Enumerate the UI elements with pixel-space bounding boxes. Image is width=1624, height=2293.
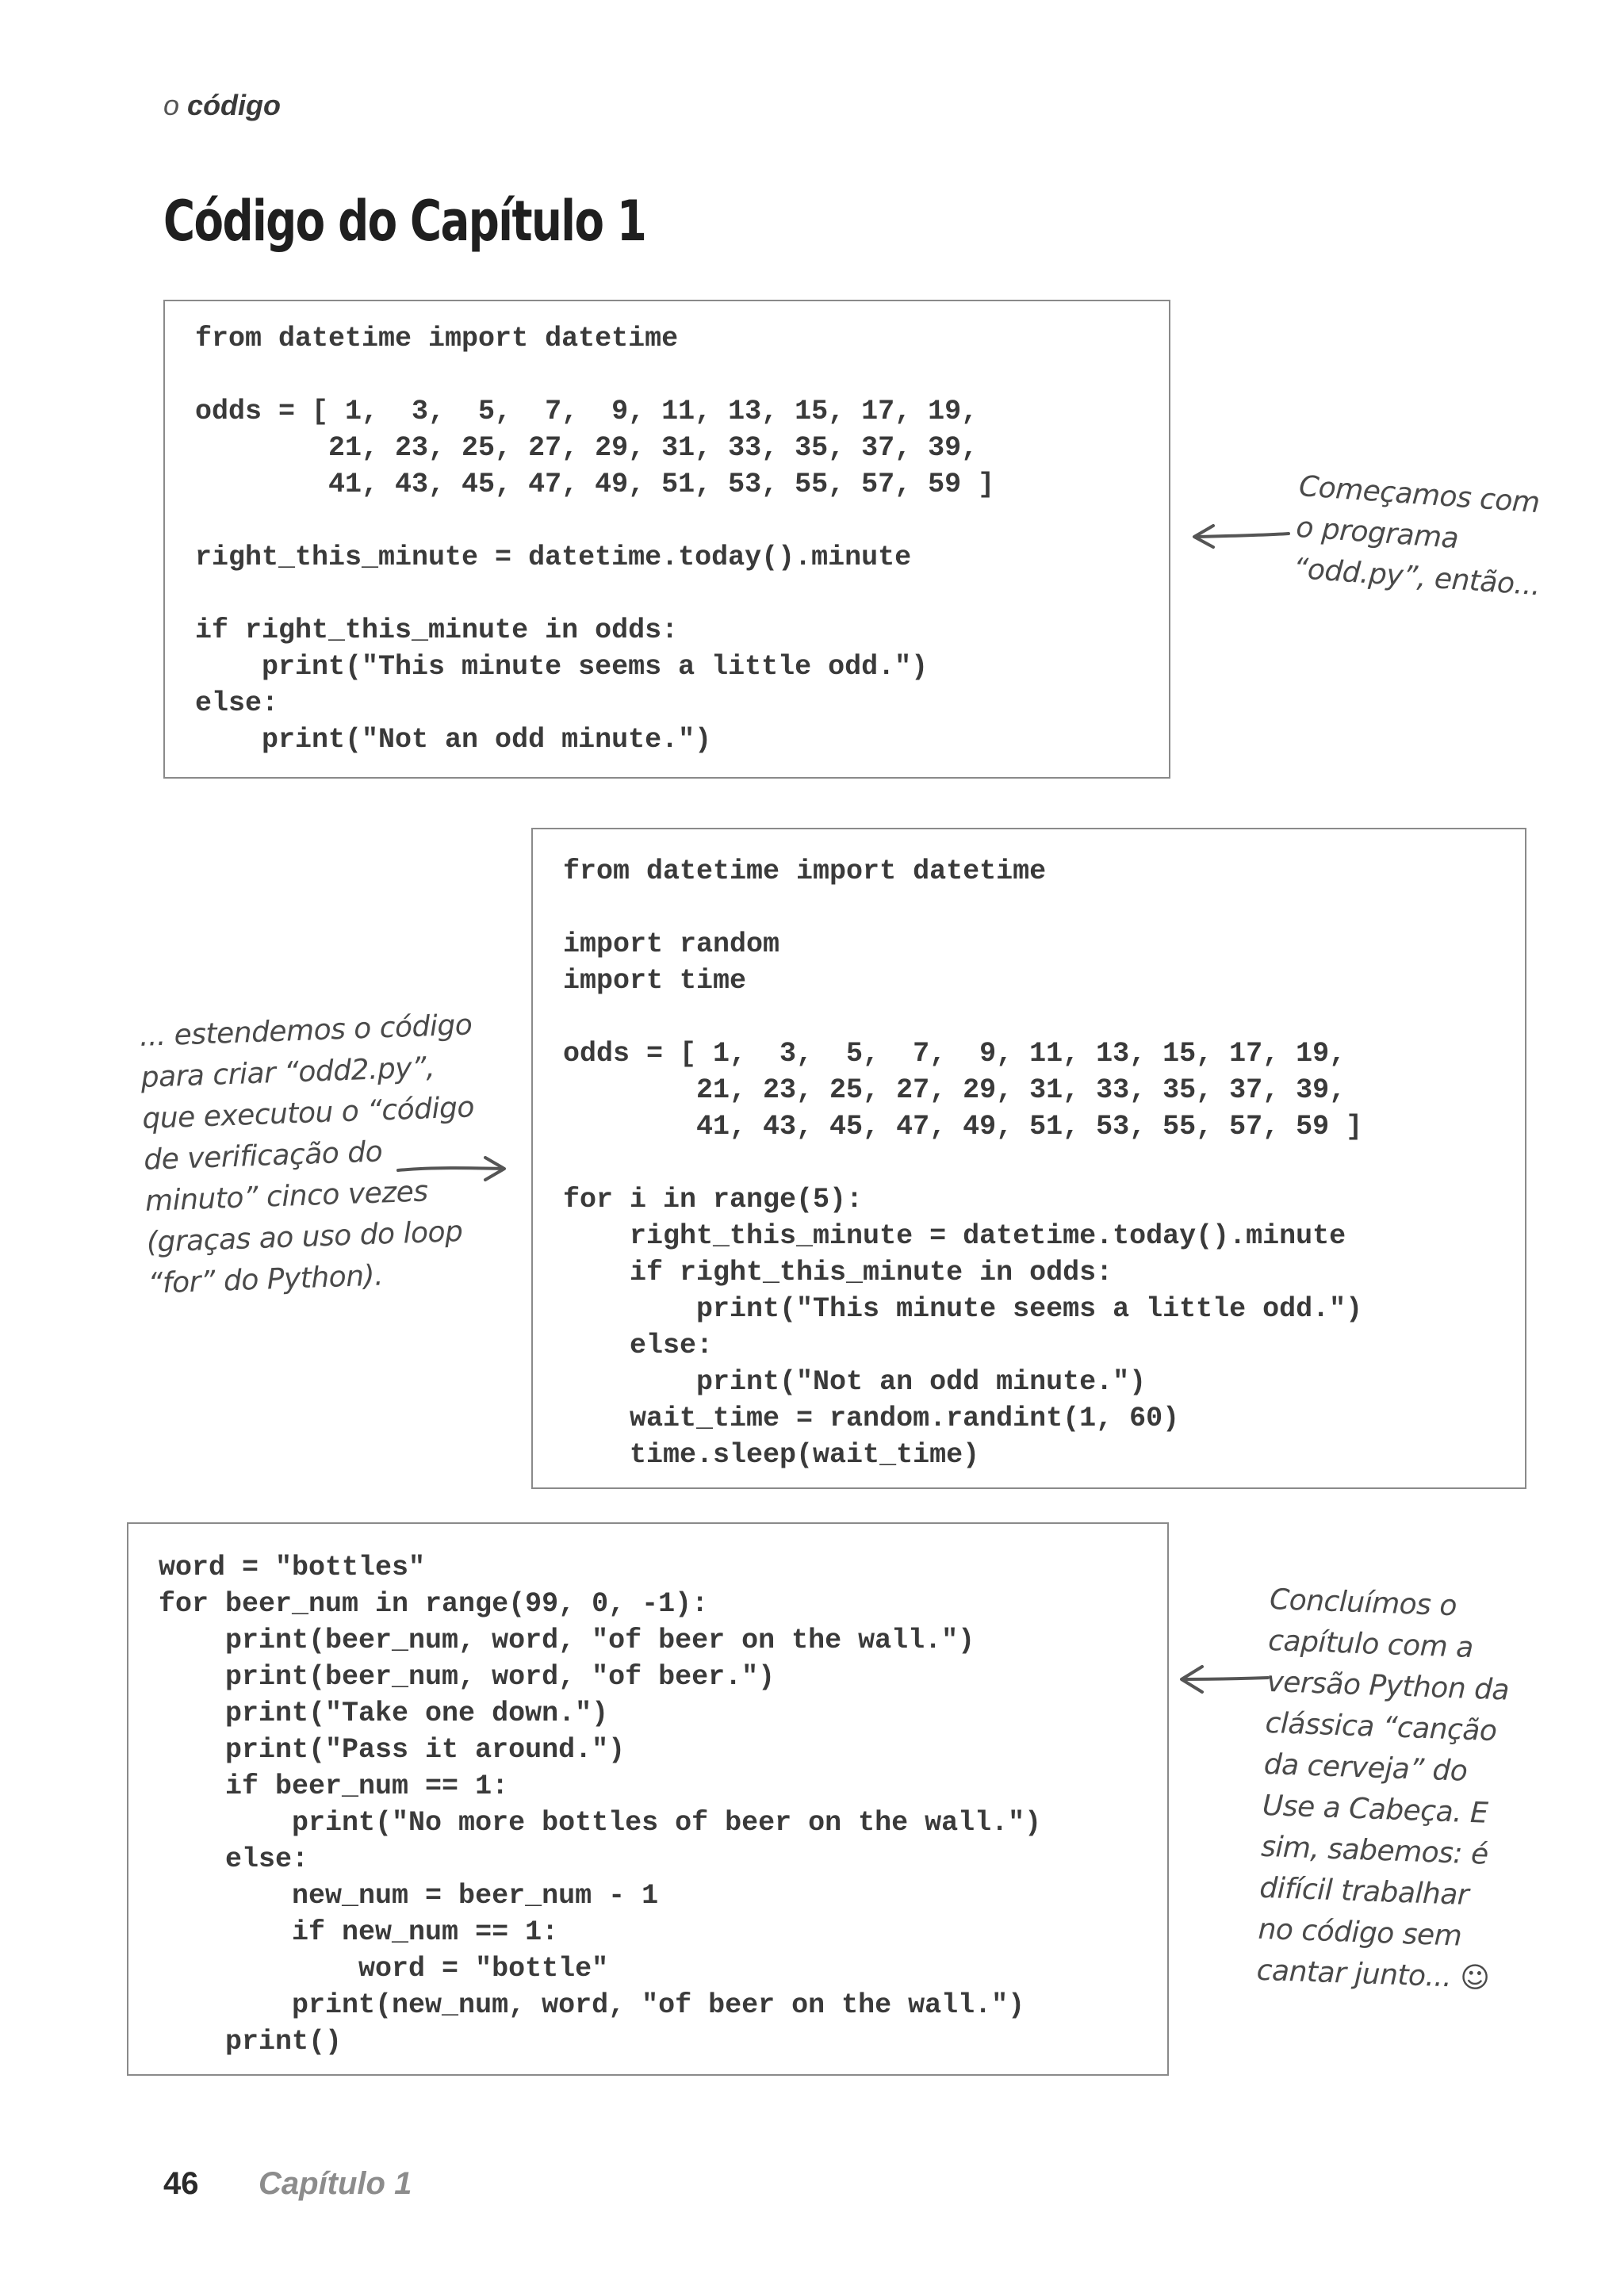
annotation-line: “odd.py”, então... bbox=[1292, 552, 1542, 603]
arrow-left-icon bbox=[1177, 1662, 1272, 1697]
arrow-left-icon bbox=[1189, 519, 1293, 551]
annotation-line: “for” do Python). bbox=[147, 1259, 384, 1300]
annotation-line: Use a Cabeça. E bbox=[1262, 1789, 1488, 1830]
annotation-line: sim, sabemos: é bbox=[1260, 1830, 1489, 1871]
annotation-line: difícil trabalhar bbox=[1258, 1871, 1469, 1912]
annotation-line: minuto” cinco vezes bbox=[144, 1175, 429, 1218]
arrow-right-icon bbox=[395, 1153, 510, 1185]
annotation-line: clássica “canção bbox=[1264, 1706, 1498, 1748]
annotation-line: o programa bbox=[1295, 511, 1460, 556]
annotation-line: versão Python da bbox=[1266, 1665, 1510, 1707]
annotation-line: de verificação do bbox=[143, 1135, 383, 1177]
page-title: Código do Capítulo 1 bbox=[163, 189, 646, 254]
running-head-prefix: o bbox=[163, 89, 180, 121]
code-text: from datetime import datetime odds = [ 1, 3, 5, 7, 9, 11, 13, 15, 17, 19, 21, 23, 25, 27, 29, 31, 33, 35, 37, 39, 41, 43, 45, 47, 49, 51, 53, 55, 57, 59 ] right_this_minute = datetime.today().minute if right_this_minute in odds: print("This minute seems a little odd.") else: print("Not an odd minute.") bbox=[195, 323, 995, 756]
annotation-line: Concluímos o bbox=[1269, 1583, 1457, 1623]
code-text: from datetime import datetime import random import time odds = [ 1, 3, 5, 7, 9, 11, 13, 15, 17, 19, 21, 23, 25, 27, 29, 31, 33, 35, 37, 39, 41, 43, 45, 47, 49, 51, 53, 55, 57, 59 ] for i in range(5): right_this_minute = datetime.today().minute if right_this_minute in odds: print("This minute seems a little odd.") else: print("Not an odd minute.") wait_time = random.randint(1, 60) time.sleep(wait_time) bbox=[563, 856, 1363, 1471]
code-block-beer-song bbox=[127, 1522, 1169, 2076]
code-block-odd2 bbox=[531, 828, 1526, 1489]
annotation-line: (graças ao uso do loop bbox=[146, 1215, 464, 1259]
annotation-line: cantar junto... ☺ bbox=[1256, 1954, 1490, 1995]
annotation-odd-py bbox=[1292, 466, 1547, 607]
code-block-odd bbox=[163, 300, 1170, 779]
annotation-line: que executou o “código bbox=[141, 1091, 475, 1135]
annotation-line: capítulo com a bbox=[1267, 1624, 1474, 1664]
chapter-label: Capítulo 1 bbox=[259, 2166, 412, 2201]
page-number: 46 bbox=[163, 2166, 199, 2201]
annotation-line: da cerveja” do bbox=[1263, 1748, 1469, 1788]
annotation-line: ... estendemos o código bbox=[139, 1009, 473, 1053]
annotation-line: para criar “odd2.py”, bbox=[140, 1051, 435, 1094]
code-text: word = "bottles" for beer_num in range(99, 0, -1): print(beer_num, word, "of beer on the wall.") print(beer_num, word, "of beer.") print("Take one down.") print("Pass it around.") if beer_num == 1: print("No more bottles of beer on the wall.") else: new_num = beer_num - 1 if new_num == 1: word = "bottle" print(new_num, word, "of beer on the wall.") print() bbox=[159, 1552, 1042, 2058]
annotation-beer-song bbox=[1256, 1579, 1513, 2000]
annotation-line: no código sem bbox=[1257, 1912, 1462, 1953]
annotation-line: Começamos com bbox=[1297, 469, 1541, 520]
running-head-title: código bbox=[187, 89, 282, 121]
running-head bbox=[163, 89, 281, 122]
